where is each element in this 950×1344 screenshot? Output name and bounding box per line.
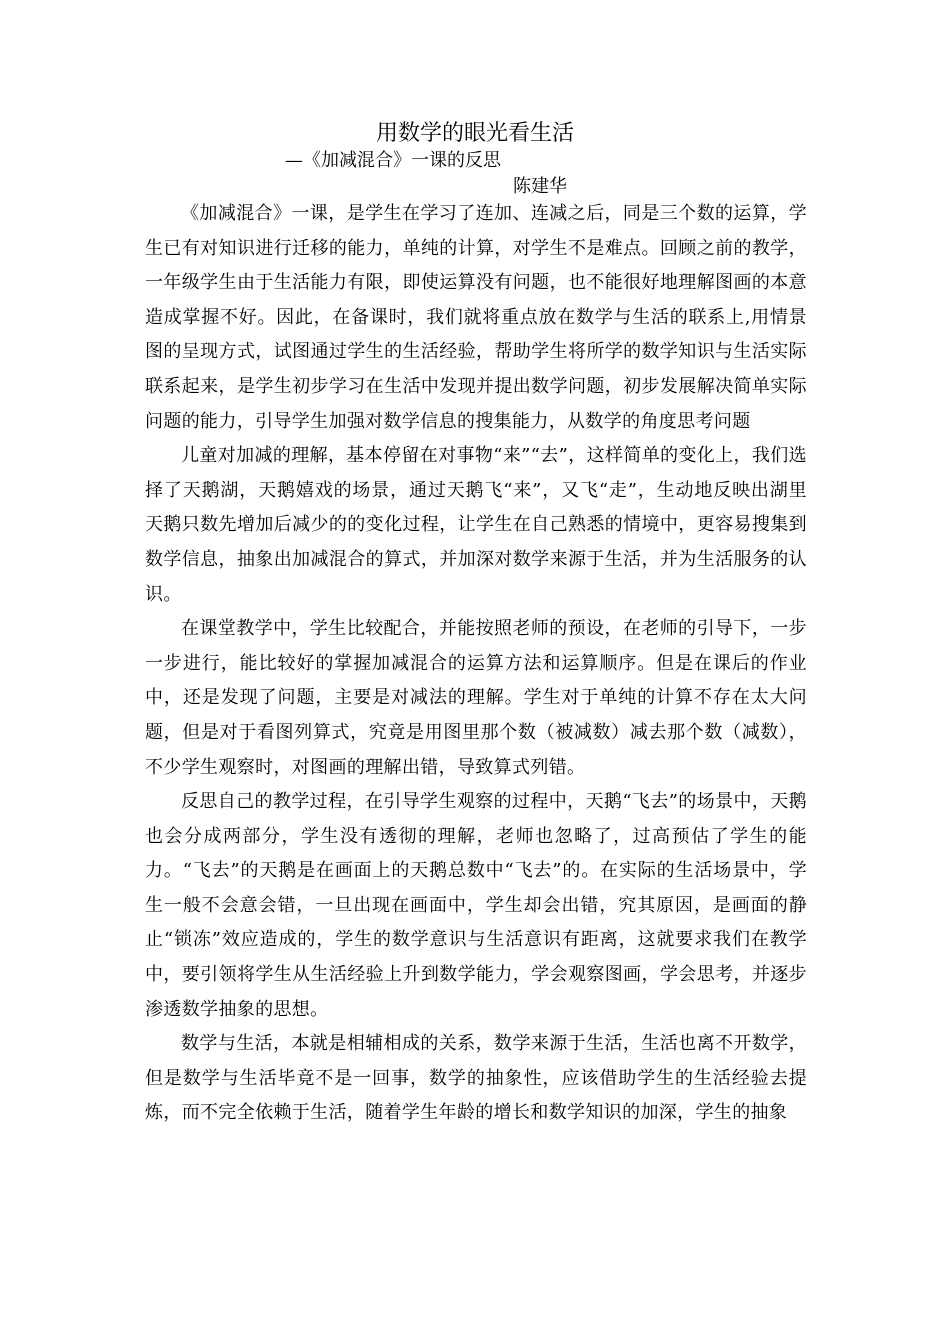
paragraph-5: 数学与生活，本就是相辅相成的关系，数学来源于生活，生活也离不开数学，但是数学与生活毕竟不是一回事，数学的抽象性，应该借助学生的生活经验去提炼，而不完全依赖于生活，随着学生年龄的增长和数学知识的加深，学生的抽象 xyxy=(145,1033,807,1124)
document-subtitle: —《加减混合》一课的反思 xyxy=(285,150,501,171)
document-title: 用数学的眼光看生活 xyxy=(375,121,574,146)
paragraph-2: 儿童对加减的理解，基本停留在对事物“来”“去”，这样简单的变化上，我们选择了天鹅湖，天鹅嬉戏的场景，通过天鹅飞“来”，又飞“走”，生动地反映出湖里天鹅只数先增加后减少的的变化过程，让学生在自己熟悉的情境中，更容易搜集到数学信息，抽象出加减混合的算式，并加深对数学来源于生活，并为生活服务的认识。 xyxy=(145,445,807,605)
paragraph-1: 《加减混合》一课，是学生在学习了连加、连减之后，同是三个数的运算，学生已有对知识进行迁移的能力，单纯的计算，对学生不是难点。回顾之前的教学，一年级学生由于生活能力有限，即使运算没有问题，也不能很好地理解图画的本意造成掌握不好。因此，在备课时，我们就将重点放在数学与生活的联系上,用情景图的呈现方式，试图通过学生的生活经验，帮助学生将所学的数学知识与生活实际联系起来，是学生初步学习在生活中发现并提出数学问题，初步发展解决简单实际问题的能力，引导学生加强对数学信息的搜集能力，从数学的角度思考问题 xyxy=(145,203,807,432)
author-name: 陈建华 xyxy=(513,176,567,197)
paragraph-3: 在课堂教学中，学生比较配合，并能按照老师的预设，在老师的引导下，一步一步进行，能比较好的掌握加减混合的运算方法和运算顺序。但是在课后的作业中，还是发现了问题，主要是对减法的理解。学生对于单纯的计算不存在太大问题，但是对于看图列算式，究竟是用图里那个数（被减数）减去那个数（减数），不少学生观察时，对图画的理解出错，导致算式列错。 xyxy=(145,618,807,778)
document-body xyxy=(145,197,807,1131)
paragraph-4: 反思自己的教学过程，在引导学生观察的过程中，天鹅“飞去”的场景中，天鹅也会分成两部分，学生没有透彻的理解，老师也忽略了，过高预估了学生的能力。“飞去”的天鹅是在画面上的天鹅总数中“飞去”的。在实际的生活场景中，学生一般不会意会错，一旦出现在画面中，学生却会出错，究其原因，是画面的静止“锁冻”效应造成的，学生的数学意识与生活意识有距离，这就要求我们在教学中，要引领将学生从生活经验上升到数学能力，学会观察图画，学会思考，并逐步渗透数学抽象的思想。 xyxy=(145,791,807,1020)
